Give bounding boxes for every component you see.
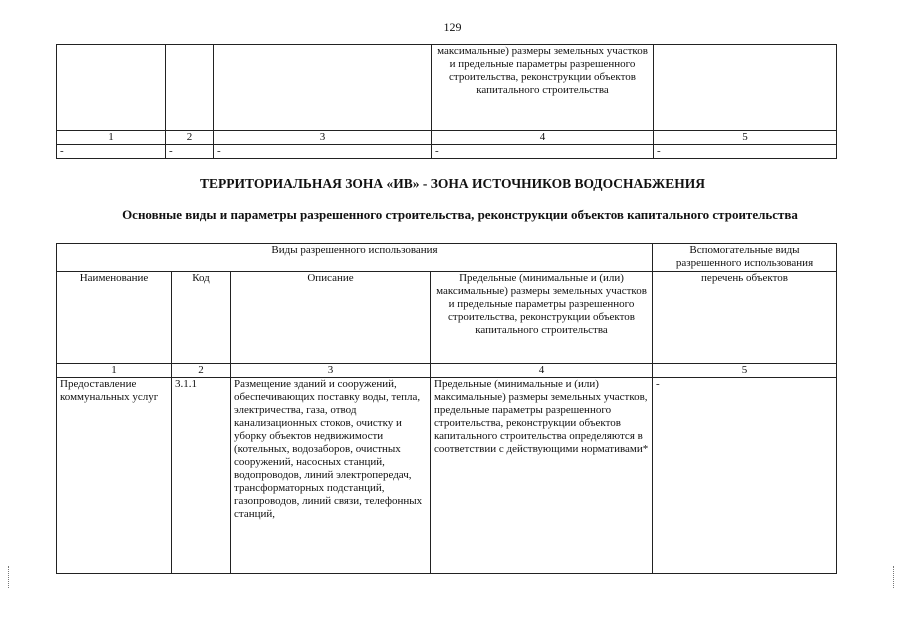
column-header: Наименование <box>57 272 172 364</box>
column-number: 5 <box>654 131 837 145</box>
permitted-use-table <box>56 243 837 574</box>
section-subtitle: Основные виды и параметры разрешенного строительства, реконструкции объектов капитального строительства <box>122 207 798 222</box>
table-cell: - <box>214 145 432 159</box>
column-number: 1 <box>57 131 166 145</box>
column-number: 2 <box>172 364 231 378</box>
column-number: 1 <box>57 364 172 378</box>
table-cell <box>654 45 837 131</box>
aux-objects: - <box>653 378 837 574</box>
continuation-table <box>56 44 837 159</box>
table-cell: максимальные) размеры земельных участков и предельные параметры разрешенного строительства, реконструкции объектов капитального строительства <box>432 45 654 131</box>
column-number: 4 <box>431 364 653 378</box>
column-header: Предельные (минимальные и (или) максимальные) размеры земельных участков и предельные параметры разрешенного строительства, реконструкции объектов капитального строительства <box>431 272 653 364</box>
column-number-row <box>57 131 837 145</box>
column-number: 2 <box>166 131 214 145</box>
use-parameters: Предельные (минимальные и (или) максимальные) размеры земельных участков, предельные параметры разрешенного строительства, реконструкции объектов капитального строительства определяются в соответствии с действующими нормативами* <box>431 378 653 574</box>
use-description: Размещение зданий и сооружений, обеспечивающих поставку воды, тепла, электричества, газа, отвод канализационных стоков, очистку и уборку объектов недвижимости (котельных, водозаборов, очистных сооружений, насосных станций, водопроводов, линий электропередач, трансформаторных подстанций, газопроводов, линий связи, телефонных станций, <box>231 378 431 574</box>
table-cell: - <box>654 145 837 159</box>
scan-edge-mark <box>8 566 12 588</box>
column-number-row <box>57 364 837 378</box>
section-title: ТЕРРИТОРИАЛЬНАЯ ЗОНА «ИВ» - ЗОНА ИСТОЧНИКОВ ВОДОСНАБЖЕНИЯ <box>200 176 705 191</box>
table-row <box>57 45 837 131</box>
use-code: 3.1.1 <box>172 378 231 574</box>
column-header: Описание <box>231 272 431 364</box>
scan-edge-mark <box>893 566 897 588</box>
table-cell <box>57 45 166 131</box>
group-header-row <box>57 244 837 272</box>
column-number: 3 <box>214 131 432 145</box>
column-number: 3 <box>231 364 431 378</box>
group-header: Виды разрешенного использования <box>57 244 653 272</box>
table-cell <box>166 45 214 131</box>
column-header: Код <box>172 272 231 364</box>
use-name: Предоставление коммунальных услуг <box>57 378 172 574</box>
column-number: 5 <box>653 364 837 378</box>
table-cell: - <box>166 145 214 159</box>
page-number: 129 <box>443 20 462 34</box>
table-cell: - <box>57 145 166 159</box>
aux-header: Вспомогательные виды разрешенного использования <box>653 244 837 272</box>
table-row <box>57 145 837 159</box>
table-cell: - <box>432 145 654 159</box>
column-header-row <box>57 272 837 364</box>
table-row <box>57 378 837 574</box>
table-cell <box>214 45 432 131</box>
column-number: 4 <box>432 131 654 145</box>
column-header: перечень объектов <box>653 272 837 364</box>
